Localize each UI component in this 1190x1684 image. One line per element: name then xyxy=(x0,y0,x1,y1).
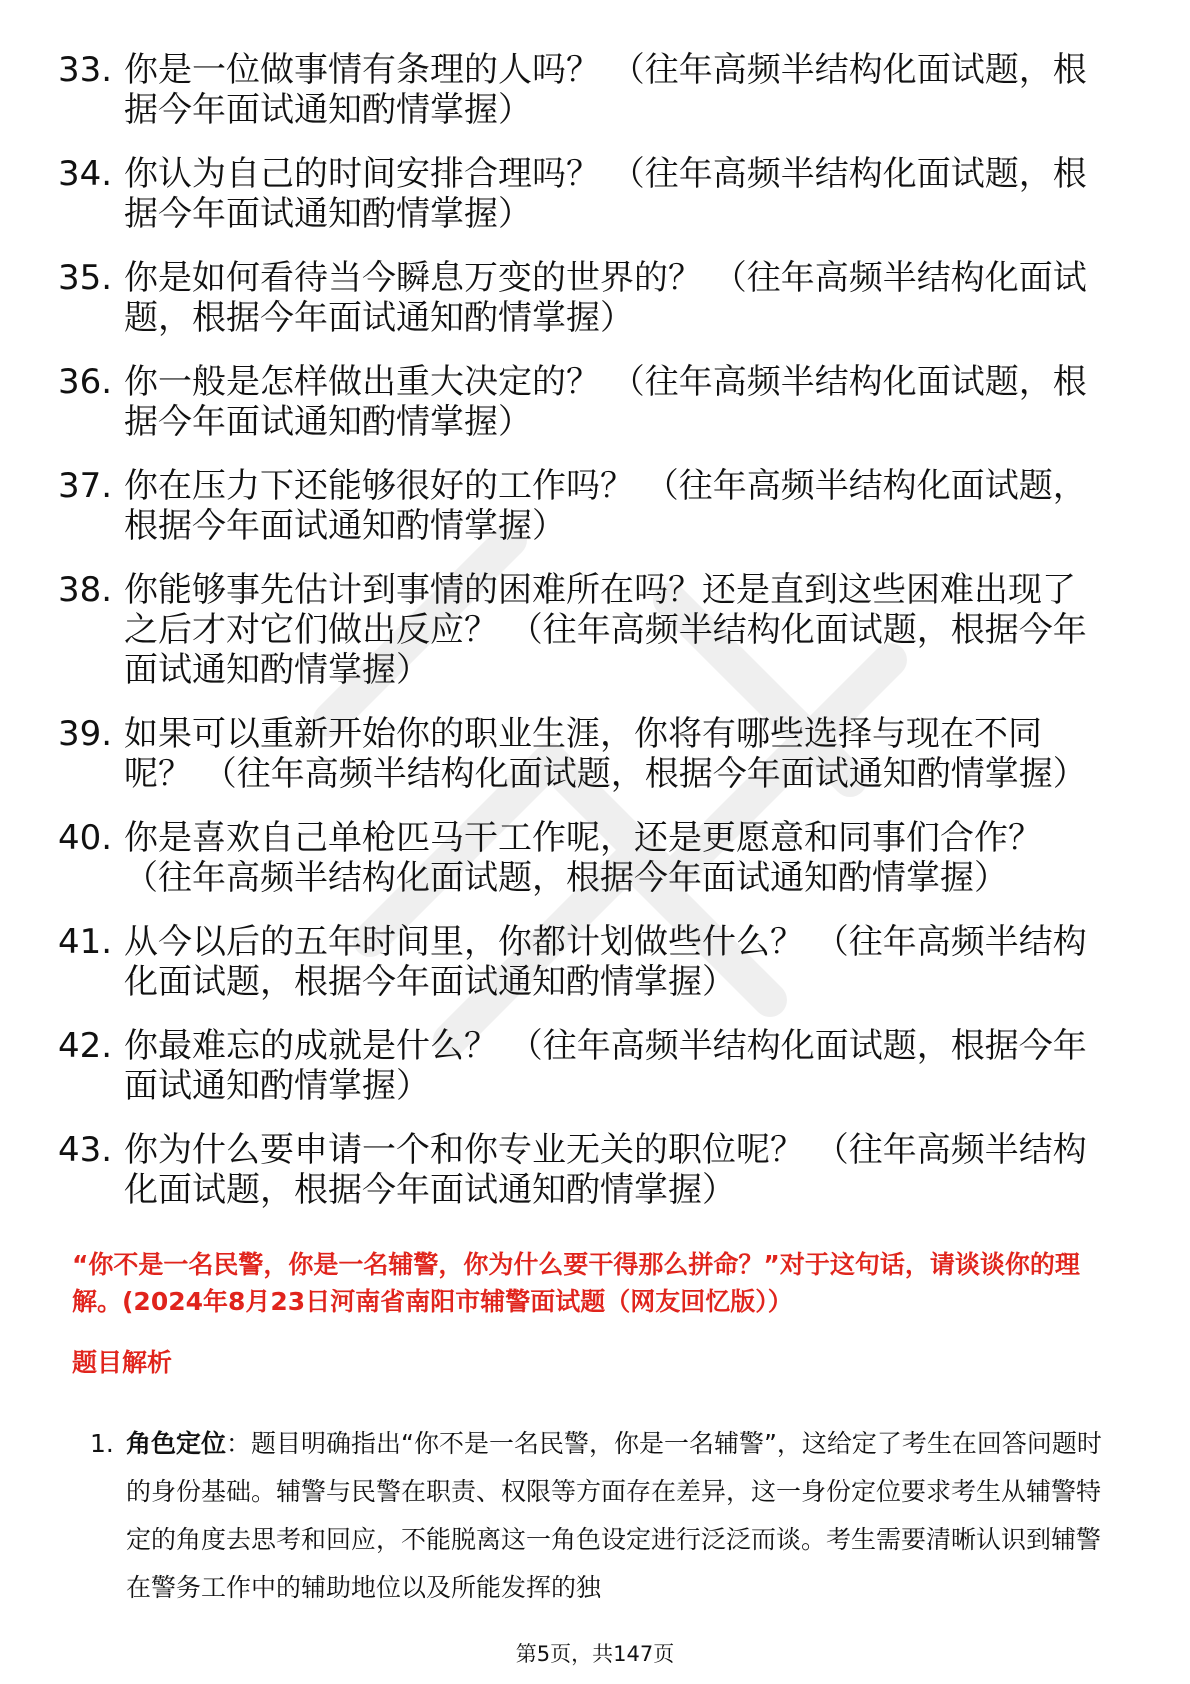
question-number: 38. xyxy=(58,570,113,610)
section-title: 题目解析 xyxy=(72,1348,173,1377)
analysis-body xyxy=(126,1420,1110,1612)
question-text: 你一般是怎样做出重大决定的？ （往年高频半结构化面试题，根据今年面试通知酌情掌握） xyxy=(124,362,1087,442)
question-text: 你最难忘的成就是什么？ （往年高频半结构化面试题，根据今年面试通知酌情掌握） xyxy=(124,1026,1087,1106)
question-text: 你是喜欢自己单枪匹马干工作呢，还是更愿意和同事们合作？ （往年高频半结构化面试题，根据今年面试通知酌情掌握） xyxy=(124,818,1042,898)
question-text: 你是如何看待当今瞬息万变的世界的？ （往年高频半结构化面试题，根据今年面试通知酌情掌握） xyxy=(124,258,1087,338)
analysis-number: 1. xyxy=(90,1429,114,1458)
analysis-term: 角色定位 xyxy=(126,1429,227,1458)
question-number: 43. xyxy=(58,1130,113,1170)
question-list xyxy=(58,50,1108,1234)
question-text: 你认为自己的时间安排合理吗？ （往年高频半结构化面试题，根据今年面试通知酌情掌握） xyxy=(124,154,1087,234)
list-item xyxy=(58,50,1108,130)
list-item xyxy=(58,154,1108,234)
list-item xyxy=(58,1026,1108,1106)
question-number: 42. xyxy=(58,1026,113,1066)
question-text: 如果可以重新开始你的职业生涯，你将有哪些选择与现在不同呢？ （往年高频半结构化面试题，根据今年面试通知酌情掌握） xyxy=(124,714,1087,794)
list-item xyxy=(58,1130,1108,1210)
list-item xyxy=(58,362,1108,442)
featured-question: “你不是一名民警，你是一名辅警，你为什么要干得那么拼命？”对于这句话，请谈谈你的理解。(2024年8月23日河南省南阳市辅警面试题（网友回忆版）） xyxy=(72,1250,1080,1316)
question-number: 33. xyxy=(58,50,113,90)
list-item xyxy=(58,714,1108,794)
analysis-item xyxy=(90,1420,1110,1612)
list-item xyxy=(58,570,1108,690)
question-number: 36. xyxy=(58,362,113,402)
list-item xyxy=(58,466,1108,546)
question-number: 37. xyxy=(58,466,113,506)
question-text: 你是一位做事情有条理的人吗？ （往年高频半结构化面试题，根据今年面试通知酌情掌握） xyxy=(124,50,1087,130)
question-number: 34. xyxy=(58,154,113,194)
analysis-text: ：题目明确指出“你不是一名民警，你是一名辅警”，这给定了考生在回答问题时的身份基础。辅警与民警在职责、权限等方面存在差异，这一身份定位要求考生从辅警特定的角度去思考和回应，不能脱离这一角色设定进行泛泛而谈。考生需要清晰认识到辅警在警务工作中的辅助地位以及所能发挥的独 xyxy=(126,1429,1102,1602)
question-text: 从今以后的五年时间里，你都计划做些什么？ （往年高频半结构化面试题，根据今年面试通知酌情掌握） xyxy=(124,922,1087,1002)
question-number: 41. xyxy=(58,922,113,962)
question-text: 你能够事先估计到事情的困难所在吗？还是直到这些困难出现了之后才对它们做出反应？ （往年高频半结构化面试题，根据今年面试通知酌情掌握） xyxy=(124,570,1087,690)
list-item xyxy=(58,258,1108,338)
question-number: 39. xyxy=(58,714,113,754)
list-item xyxy=(58,922,1108,1002)
question-number: 35. xyxy=(58,258,113,298)
list-item xyxy=(58,818,1108,898)
question-text: 你为什么要申请一个和你专业无关的职位呢？ （往年高频半结构化面试题，根据今年面试通知酌情掌握） xyxy=(124,1130,1087,1210)
question-text: 你在压力下还能够很好的工作吗？ （往年高频半结构化面试题，根据今年面试通知酌情掌握） xyxy=(124,466,1087,546)
page-footer: 第5页，共147页 xyxy=(515,1642,675,1666)
question-number: 40. xyxy=(58,818,113,858)
